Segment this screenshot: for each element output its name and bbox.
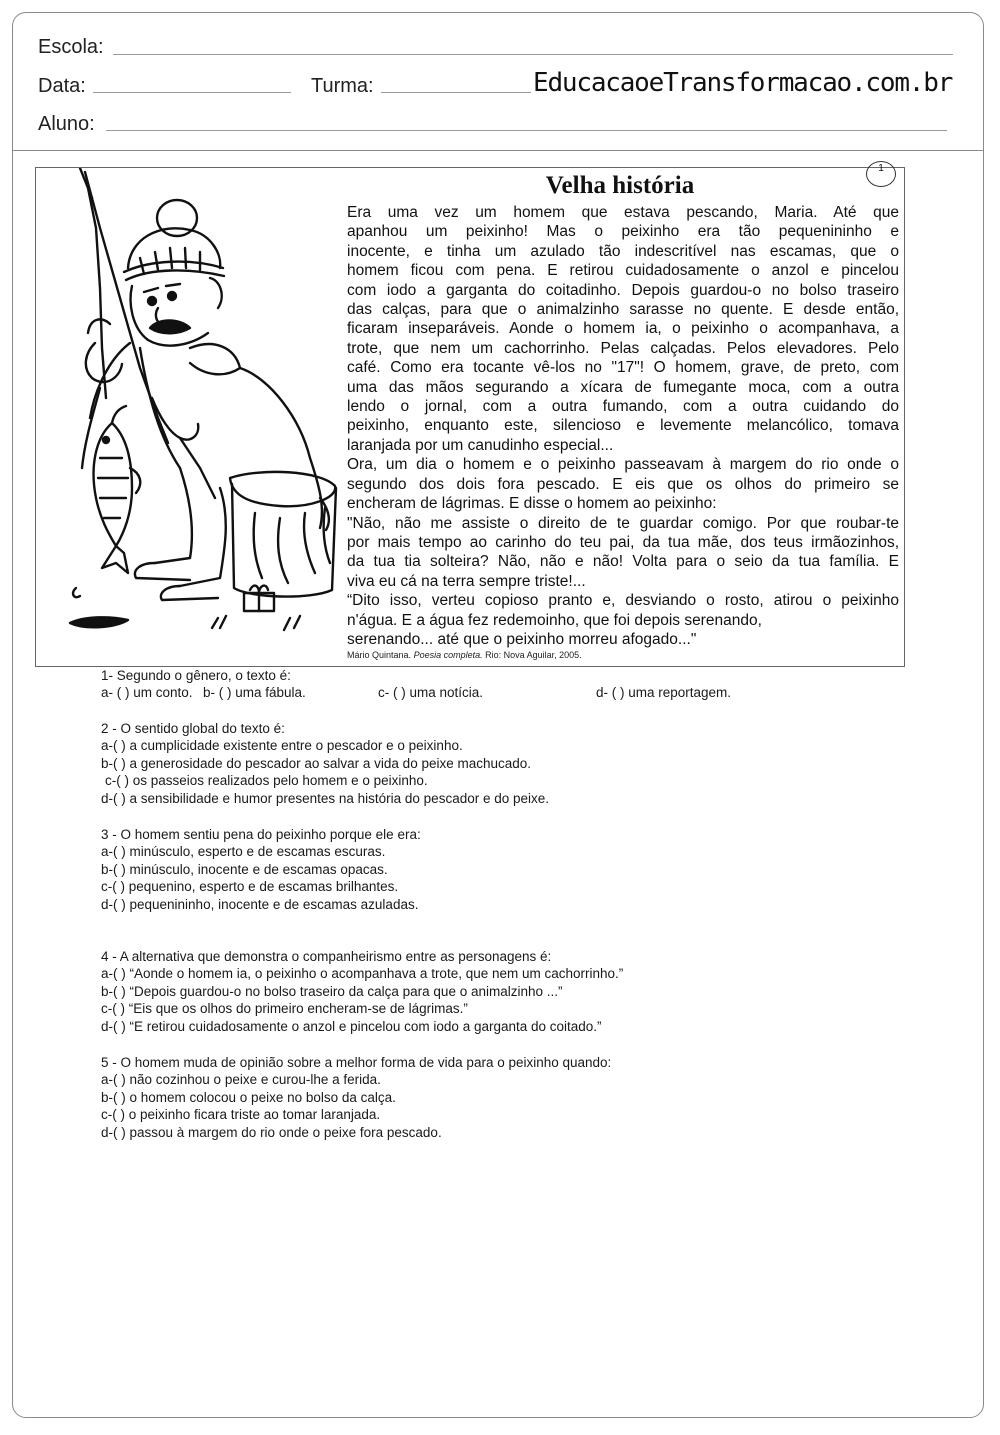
text-line: ficaram inseparáveis. Aonde o homem ia, o peixinho o acompanhava, a: [347, 320, 899, 338]
escola-field[interactable]: [113, 54, 953, 55]
option-c[interactable]: c- ( ) uma notícia.: [378, 685, 484, 701]
source-citation: [347, 650, 582, 660]
question-4: [101, 948, 623, 1035]
option-a[interactable]: a-( ) não cozinhou o peixe e curou-lhe a ferida.: [101, 1072, 381, 1088]
option-c[interactable]: c-( ) os passeios realizados pelo homem e o peixinho.: [105, 773, 428, 789]
text-line: Ora, um dia o homem e o peixinho passeavam à margem do rio onde o: [347, 456, 899, 474]
question-prompt: 1- Segundo o gênero, o texto é:: [101, 668, 291, 683]
question-prompt: 3 - O homem sentiu pena do peixinho porque ele era:: [101, 827, 421, 842]
fisherman-illustration: [40, 168, 340, 638]
data-label: Data:: [38, 75, 86, 97]
question-prompt: 2 - O sentido global do texto é:: [101, 721, 285, 736]
text-line: "Não, não me assiste o direito de te guardar comigo. Por que roubar-te: [347, 514, 899, 532]
option-a[interactable]: a-( ) “Aonde o homem ia, o peixinho o acompanhava a trote, que nem um cachorrinho.”: [101, 966, 624, 982]
aluno-field[interactable]: [106, 130, 947, 131]
option-a[interactable]: a-( ) minúsculo, esperto e de escamas escuras.: [101, 844, 386, 860]
option-a[interactable]: a-( ) a cumplicidade existente entre o pescador e o peixinho.: [101, 738, 463, 754]
text-line: por mais tempo ao carinho do teu pai, da tua mãe, dos teus irmãozinhos,: [347, 533, 899, 551]
text-line: café. Como era tocante vê-los no "17"! O homem, grave, de preto, com: [347, 359, 899, 377]
story-title: Velha história: [545, 172, 695, 199]
option-b[interactable]: b-( ) o homem colocou o peixe no bolso da calça.: [101, 1089, 396, 1105]
text-line: segundo dos dois fora pescado. E eis que os olhos do primeiro se: [347, 475, 899, 493]
question-1: [101, 667, 732, 701]
text-line: lendo o jornal, com a outra fumando, com a outra cuidando do: [347, 398, 899, 416]
option-d[interactable]: d-( ) “E retirou cuidadosamente o anzol e pincelou com iodo a garganta do coitado.”: [101, 1018, 602, 1034]
option-d[interactable]: d-( ) a sensibilidade e humor presentes na história do pescador e do peixe.: [101, 790, 550, 806]
source-work: Poesia completa.: [413, 650, 483, 660]
source-author: Mário Quintana.: [347, 650, 412, 660]
text-line: das calças, para que o animalzinho sarasse no quente. E desde então,: [347, 301, 899, 319]
option-b[interactable]: b- ( ) uma fábula.: [203, 685, 306, 701]
option-b[interactable]: b-( ) minúsculo, inocente e de escamas opacas.: [101, 861, 388, 877]
option-d[interactable]: d- ( ) uma reportagem.: [596, 685, 732, 701]
text-line: inocente, e tinha um azulado tão indescritível nas escamas, que o: [347, 242, 899, 260]
option-d[interactable]: d-( ) passou à margem do rio onde o peixe fora pescado.: [101, 1124, 442, 1140]
question-1-options: [101, 684, 732, 701]
source-publisher: Rio: Nova Aguilar, 2005.: [485, 650, 582, 660]
question-2: [101, 720, 549, 807]
option-c[interactable]: c-( ) “Eis que os olhos do primeiro encheram-se de lágrimas.”: [101, 1001, 468, 1017]
text-line: Era uma vez um homem que estava pescando, Maria. Até que: [347, 204, 899, 221]
website-watermark: EducacaoeTransformacao.com.br: [533, 68, 953, 98]
option-c[interactable]: c-( ) o peixinho ficara triste ao tomar laranjada.: [101, 1107, 381, 1123]
text-line: n'água. E a água fez redemoinho, que foi depois serenando,: [347, 611, 762, 629]
page-badge: 1: [866, 161, 896, 187]
question-prompt: 5 - O homem muda de opinião sobre a melhor forma de vida para o peixinho quando:: [101, 1055, 612, 1070]
escola-label: Escola:: [38, 36, 104, 58]
turma-label: Turma:: [311, 75, 374, 97]
text-line: viva eu cá na terra sempre triste!...: [347, 572, 586, 590]
option-c[interactable]: c-( ) pequenino, esperto e de escamas brilhantes.: [101, 879, 399, 895]
question-3: [101, 826, 421, 913]
text-line: peixinho, enquanto este, silencioso e levemente melancólico, tomava: [347, 417, 899, 435]
question-5: [101, 1054, 611, 1141]
text-line: uma das mãos segurando a xícara de fumegante moca, com a outra: [347, 378, 899, 396]
text-line: homem ficou com pena. E retirou cuidadosamente o anzol e pincelou: [347, 262, 899, 280]
data-field[interactable]: [93, 92, 291, 93]
text-line: encheram de lágrimas. E disse o homem ao peixinho:: [347, 495, 717, 513]
turma-field[interactable]: [381, 92, 531, 93]
option-b[interactable]: b-( ) “Depois guardou-o no bolso traseiro da calça para que o animalzinho ...”: [101, 983, 563, 999]
question-prompt: 4 - A alternativa que demonstra o companheirismo entre as personagens é:: [101, 949, 552, 964]
text-line: da tua tia solteira? Não, não e não! Volta para o seio da tua família. E: [347, 553, 899, 571]
text-line: trote, que nem um cachorrinho. Pelas calçadas. Pelos elevadores. Pelo: [347, 339, 899, 357]
text-line: “Dito isso, verteu copioso pranto e, desviando o rosto, atirou o peixinho: [347, 592, 899, 610]
text-line: serenando... até que o peixinho morreu afogado...": [347, 630, 697, 648]
story-paragraph-1: [347, 203, 899, 649]
text-line: laranjada por um canudinho especial...: [347, 436, 614, 454]
text-line: com iodo a garganta do coitadinho. Depois guardou-o no bolso traseiro: [347, 281, 899, 299]
text-line: apanhou um peixinho! Mas o peixinho era tão pequenininho e: [347, 223, 899, 241]
header-separator: [12, 150, 984, 151]
option-a[interactable]: a- ( ) um conto.: [101, 685, 193, 701]
option-d[interactable]: d-( ) pequenininho, inocente e de escamas azuladas.: [101, 896, 419, 912]
aluno-label: Aluno:: [38, 113, 95, 135]
option-b[interactable]: b-( ) a generosidade do pescador ao salvar a vida do peixe machucado.: [101, 755, 532, 771]
